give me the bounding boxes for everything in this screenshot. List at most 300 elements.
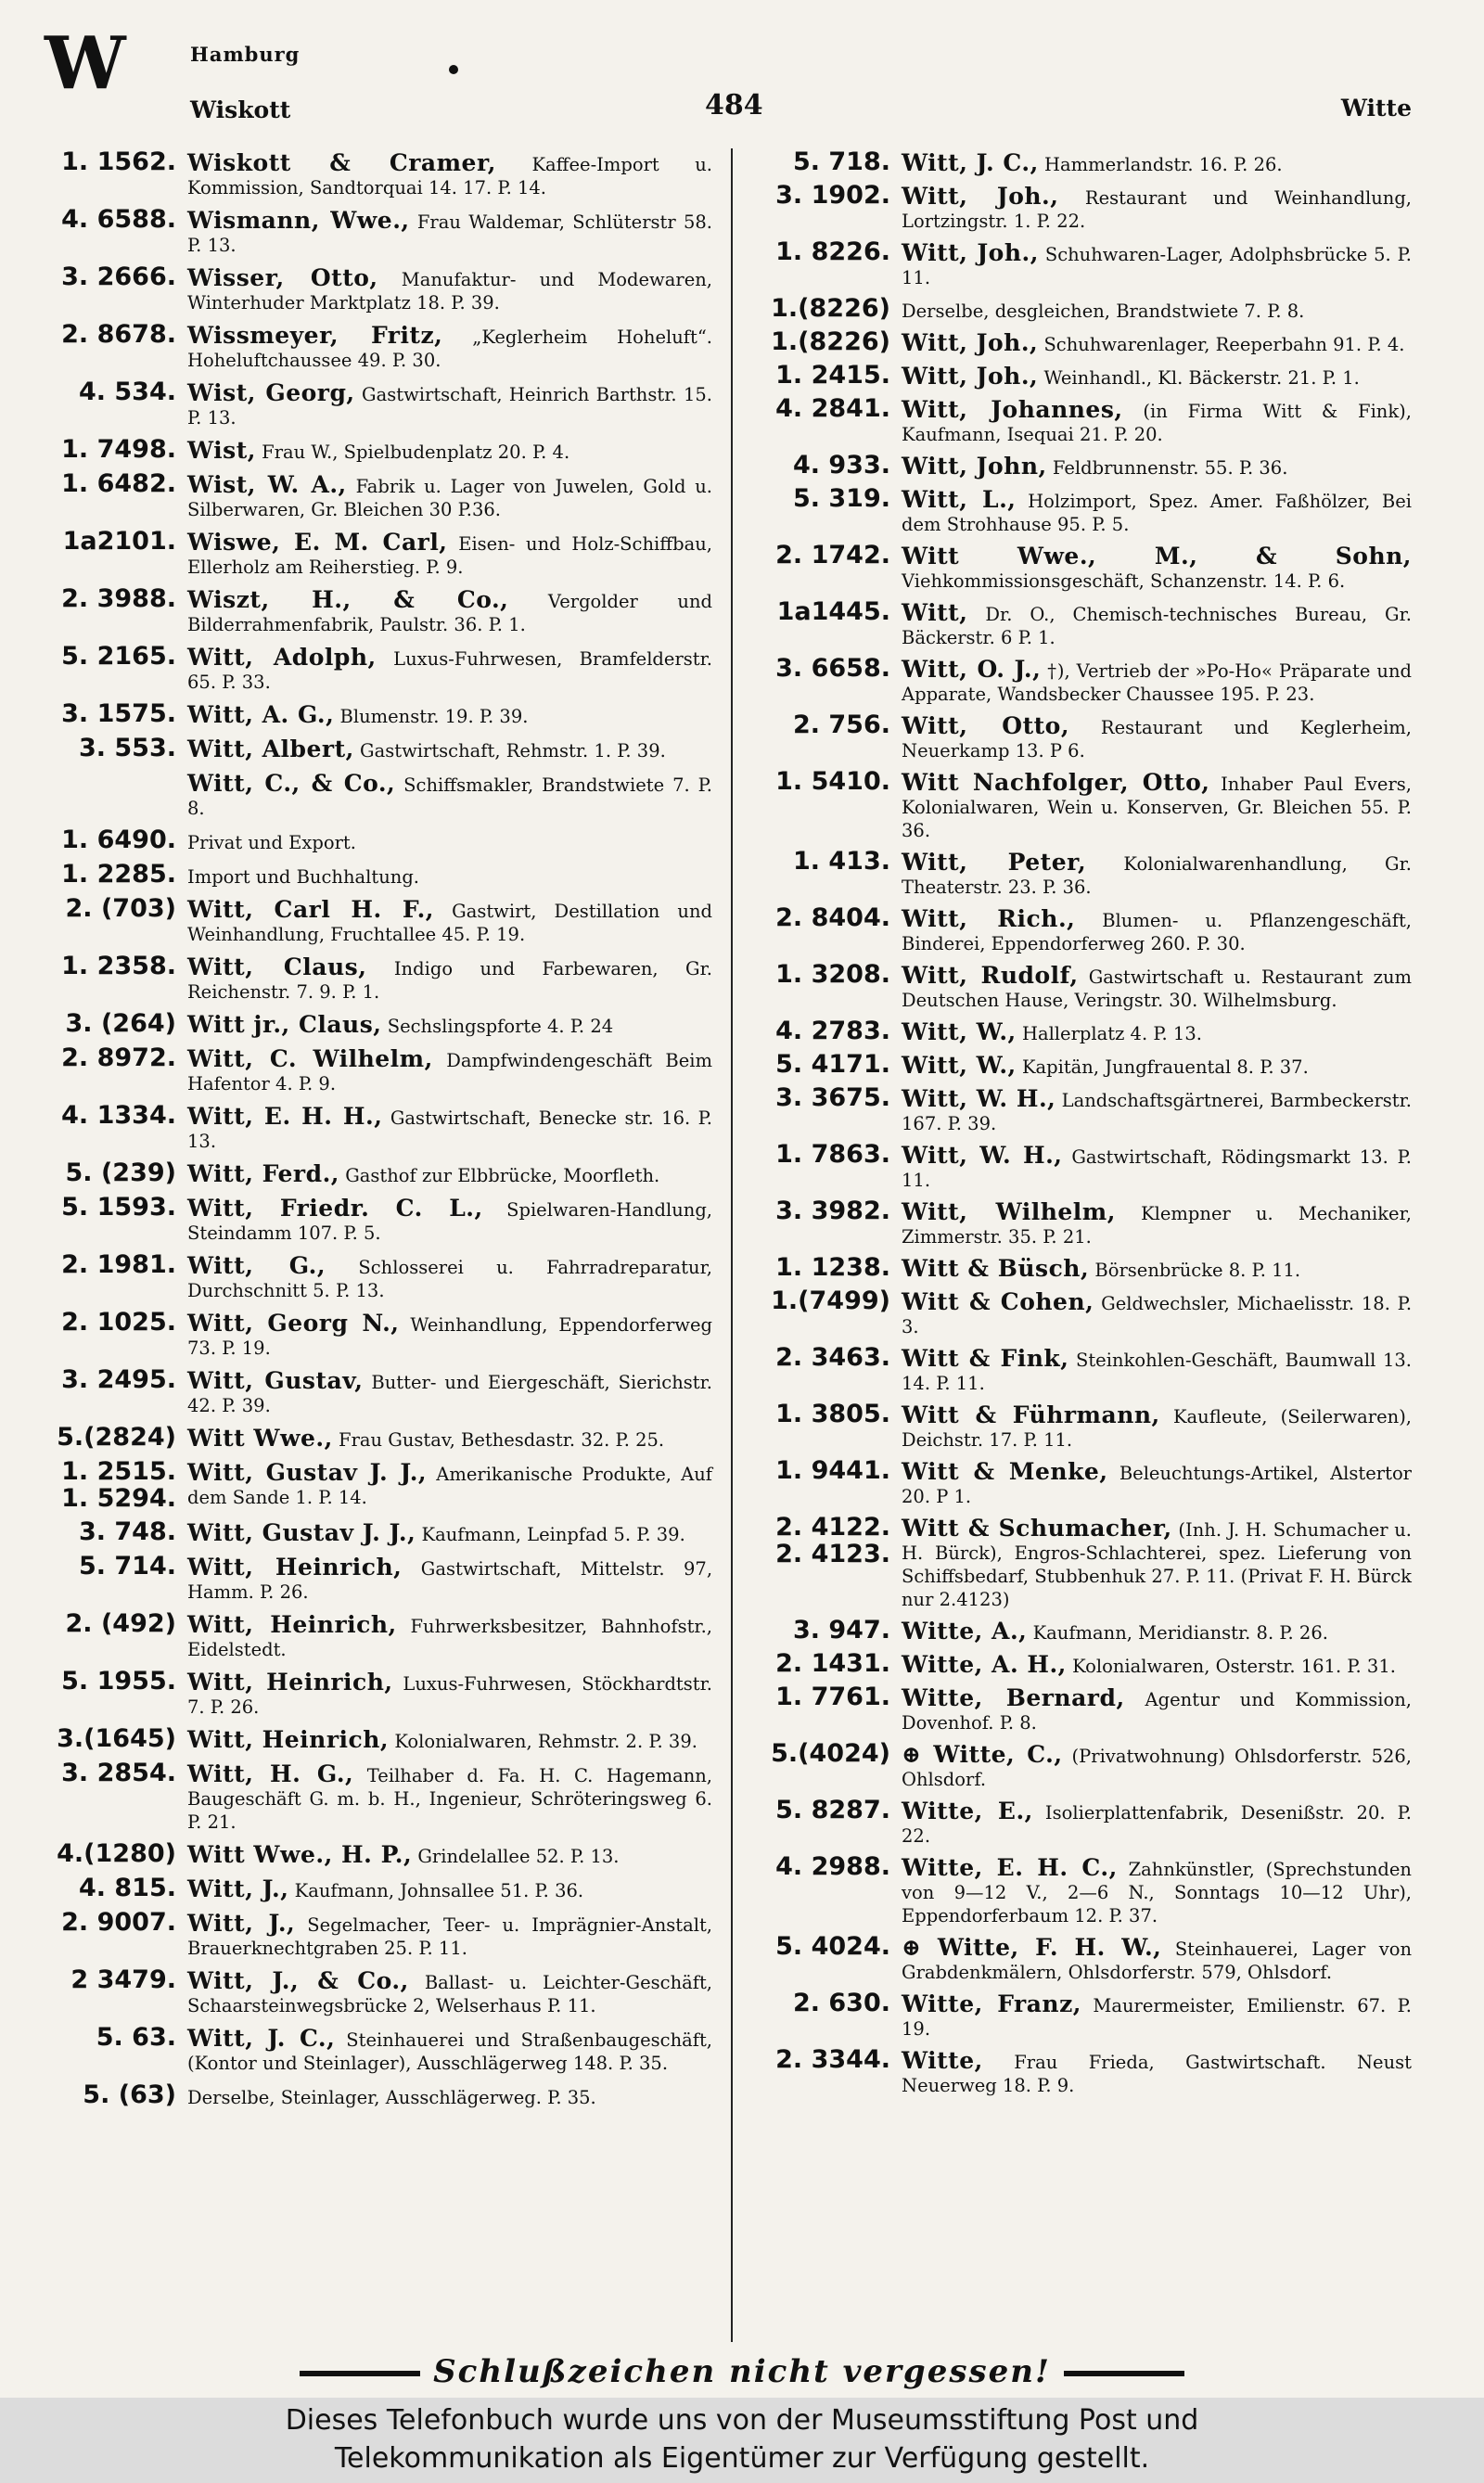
entry-text [902,452,1412,480]
phone-number: 5. 8287. [775,1796,890,1824]
entry-text [902,1457,1412,1508]
entry-details: Sechslingspforte 4. P. 24 [387,1016,614,1037]
ownership-footer [0,2398,1484,2483]
entry-text [187,1424,712,1452]
entry-text [902,1401,1412,1452]
entry-details: Spielwaren-Handlung, Steindamm 107. P. 5. [187,1199,712,1244]
directory-entry [751,1740,1412,1791]
entry-name: Witte, Bernard, [902,1684,1125,1711]
entry-text [902,148,1412,176]
entry-details: Gasthof zur Elbbrücke, Moorfleth. [345,1165,660,1186]
entry-name: Witt, Otto, [902,712,1070,739]
directory-entry [37,1309,712,1360]
directory-entry [751,148,1412,176]
entry-text [902,1797,1412,1848]
closing-note-text: Schlußzeichen nicht vergessen! [433,2353,1051,2390]
right-column [751,148,1412,2103]
directory-entry [751,1197,1412,1248]
directory-entry [751,1018,1412,1045]
entry-details: Derselbe, Steinlager, Ausschlägerweg. P. 35. [187,2087,596,2108]
entry-name: Witt & Fink, [902,1345,1069,1372]
directory-entry [751,328,1412,356]
phone-number: 4. 2841. [775,394,890,423]
entry-text [902,1051,1412,1079]
directory-entry [37,826,712,854]
entry-text [902,1287,1412,1338]
directory-entry [751,1933,1412,1984]
entry-details: Grindelallee 52. P. 13. [417,1846,620,1867]
phone-number: 1. 1562. [61,147,176,176]
directory-entry [37,1875,712,1902]
entry-details: Teilhaber d. Fa. H. C. Hagemann, Baugeschäft G. m. b. H., Ingenieur, Schröteringsweg 6. P. 21. [187,1765,713,1833]
directory-entry [37,895,712,946]
entry-details: Derselbe, desgleichen, Brandstwiete 7. P. 8. [902,301,1305,322]
last-entry-guide: Witte [1340,95,1412,122]
entry-name: Witt Wwe., M., & Sohn, [902,543,1412,570]
phone-number: 5. (239) [65,1158,176,1187]
entry-details: (Privatwohnung) Ohlsdorferstr. 526, Ohlsdorf. [902,1746,1412,1790]
entry-details: Kaufmann, Leinpfad 5. P. 39. [421,1524,685,1545]
entry-text [187,321,712,372]
entry-name: Witt, J., [187,1875,289,1902]
entry-text [187,861,712,889]
phone-number: 5. 718. [792,147,890,176]
entry-details: Holzimport, Spez. Amer. Faßhölzer, Bei dem Strohhause 95. P. 5. [902,491,1412,535]
directory-entry [751,182,1412,233]
phone-number: 1.(7499) [771,1286,890,1315]
entry-name: Witt & Schumacher, [902,1515,1172,1542]
footer-line-1: Dieses Telefonbuch wurde uns von der Museumsstiftung Post und [285,2404,1199,2437]
entry-text [902,1740,1412,1791]
entry-text [187,1366,712,1417]
directory-entry [37,148,712,199]
directory-entry [37,378,712,429]
entry-name: Witt, A. G., [187,701,335,728]
entry-details: Kolonialwarenhandlung, Gr. Theaterstr. 23. P. 36. [902,853,1413,898]
entry-details: Import und Buchhaltung. [187,866,419,888]
entry-name: Wist, [187,437,256,464]
entry-name: ⊕ Witte, C., [902,1741,1063,1768]
entry-text [902,1344,1412,1395]
entry-name: Wismann, Wwe., [187,207,410,234]
entry-name: Witt, Adolph, [187,644,377,671]
entry-name: Witt Wwe., [187,1425,333,1452]
directory-entry [751,1401,1412,1452]
phone-number: 3. 2854. [61,1759,176,1787]
directory-entry [37,1518,712,1546]
entry-name: Witt, [902,599,968,626]
directory-entry [751,1141,1412,1192]
directory-entry [37,1194,712,1245]
entry-name: Witt, Heinrich, [187,1611,397,1638]
entry-name: Witt, Albert, [187,736,354,762]
phone-number: 4. 2988. [775,1852,890,1881]
entry-details: Dampfwindengeschäft Beim Hafentor 4. P. 9. [187,1050,712,1094]
entry-name: Witt, Joh., [902,183,1059,210]
phone-number: 1. 6490. [61,826,176,854]
entry-name: Witt, J., & Co., [187,1967,409,1994]
phone-number: 5.(4024) [771,1739,890,1768]
phone-number: 2. 630. [792,1989,890,2017]
entry-details: Steinkohlen-Geschäft, Baumwall 13. 14. P. 11. [902,1350,1412,1394]
phone-number: 5.(2824) [57,1423,176,1452]
entry-text [187,1194,712,1245]
directory-entry [37,1966,712,2017]
directory-entry [37,953,712,1004]
directory-entry [751,1797,1412,1848]
directory-entry [751,1853,1412,1927]
entry-details: Schuhwaren-Lager, Adolphsbrücke 5. P. 11. [902,244,1413,288]
entry-name: Witt & Menke, [902,1458,1108,1485]
entry-details: Blumen- u. Pflanzengeschäft, Binderei, Eppendorferweg 260. P. 30. [902,910,1413,954]
entry-text [902,961,1412,1012]
entry-text [187,1760,712,1834]
entry-details: „Keglerheim Hoheluft“. Hoheluftchaussee 49. P. 30. [187,326,712,371]
directory-entry [37,1840,712,1868]
entry-name: Witt & Büsch, [902,1255,1090,1282]
entry-text [902,711,1412,762]
directory-entry [751,768,1412,842]
phone-number: 2. 1431. [775,1649,890,1678]
entry-name: Wist, Georg, [187,379,355,406]
phone-number: 3. 6658. [775,654,890,683]
entry-details: Fabrik u. Lager von Juwelen, Gold u. Silberwaren, Gr. Bleichen 30 P.36. [187,476,712,520]
entry-details: Kolonialwaren, Rehmstr. 2. P. 39. [394,1731,697,1752]
phone-number: 3. 2495. [61,1365,176,1394]
phone-number: 4. 815. [78,1874,176,1902]
entry-details: Agentur und Kommission, Dovenhof. P. 8. [902,1689,1412,1734]
entry-text [902,1254,1412,1282]
section-letter: W [45,21,124,106]
entry-text [187,953,712,1004]
entry-name: Witte, E. H. C., [902,1854,1118,1881]
entry-text [187,1010,712,1038]
directory-entry [751,542,1412,593]
entry-details: Kaffee-Import u. Kommission, Sandtorquai 14. 17. P. 14. [187,154,712,198]
entry-details: Privat und Export. [187,832,356,853]
rule-left [300,2371,420,2376]
phone-number: 2. 8404. [775,903,890,932]
entry-details: Indigo und Farbewaren, Gr. Reichenstr. 7. 9. P. 1. [187,958,713,1003]
entry-name: Witt, John, [902,453,1047,480]
phone-number: 5. 1593. [61,1193,176,1222]
entry-details: Luxus-Fuhrwesen, Stöckhardtstr. 7. P. 26. [187,1673,712,1718]
entry-text [187,1725,712,1753]
entry-text [187,735,712,762]
entry-details: Blumenstr. 19. P. 39. [339,706,529,727]
entry-details: Zahnkünstler, (Sprechstunden von 9—12 V., 2—6 N., Sonntags 10—12 Uhr), Eppendorferbaum 12. P. 37. [902,1859,1412,1926]
entry-details: †), Vertrieb der »Po-Ho« Präparate und Apparate, Wandsbecker Chaussee 195. P. 23. [902,660,1412,705]
rule-right [1064,2371,1184,2376]
phone-number: 1. 9441. [775,1456,890,1485]
entry-name: ⊕ Witte, F. H. W., [902,1934,1162,1961]
directory-entry [751,238,1412,289]
directory-entry [37,585,712,636]
entry-details: Restaurant und Weinhandlung, Lortzingstr. 1. P. 22. [902,187,1413,232]
entry-name: Witte, A., [902,1618,1028,1645]
entry-text [902,1141,1412,1192]
entry-text [187,643,712,694]
directory-entry [37,1909,712,1960]
entry-text [902,1197,1412,1248]
entry-details: Steinhauerei und Straßenbaugeschäft, (Kontor und Steinlager), Ausschlägerweg 148. P. 35. [187,2029,713,2074]
phone-number: 2. 1742. [775,541,890,570]
entry-details: Gastwirtschaft, Heinrich Barthstr. 15. P. 13. [187,384,712,429]
phone-number: 1. 2358. [61,952,176,980]
entry-text [187,528,712,579]
entry-name: Witt, Heinrich, [187,1669,393,1696]
entry-details: Kolonialwaren, Osterstr. 161. P. 31. [1072,1656,1396,1677]
entry-text [902,848,1412,899]
entry-details: Frau Frieda, Gastwirtschaft. Neust Neuerweg 18. P. 9. [902,2052,1412,2096]
entry-details: Viehkommissionsgeschäft, Schanzenstr. 14. P. 6. [902,570,1346,592]
entry-name: Witte, E., [902,1798,1033,1824]
entry-name: Witt, Gustav J. J., [187,1519,416,1546]
entry-details: (in Firma Witt & Fink), Kaufmann, Isequai 21. P. 20. [902,401,1412,445]
directory-entry [37,321,712,372]
directory-entry [751,598,1412,649]
entry-text [902,328,1412,356]
phone-number: 1. 6482. [61,469,176,498]
entry-text [902,1933,1412,1984]
entry-details: Schlosserei u. Fahrradreparatur, Durchschnitt 5. P. 13. [187,1257,712,1301]
entry-name: Witt, H. G., [187,1760,354,1787]
phone-number: 1a1445. [776,597,890,626]
entry-name: Witt, Johannes, [902,396,1123,423]
entry-name: Witt, Wilhelm, [902,1198,1116,1225]
directory-entry [751,1344,1412,1395]
entry-details: Gastwirtschaft, Rehmstr. 1. P. 39. [360,740,666,762]
entry-text [187,148,712,199]
entry-name: Wiswe, E. M. Carl, [187,529,448,556]
phone-number: 2. 1981. [61,1250,176,1279]
phone-number: 3. 3675. [775,1083,890,1112]
entry-name: Witt, Peter, [902,849,1087,876]
entry-text [187,1309,712,1360]
page-number: 484 [705,89,763,122]
phone-number: 3. 1575. [61,699,176,728]
entry-name: Witt Wwe., H. P., [187,1841,413,1868]
directory-entry [37,735,712,762]
directory-entry [37,1725,712,1753]
phone-number: 1. 413. [792,847,890,876]
entry-details: Frau Waldemar, Schlüterstr 58. P. 13. [187,211,712,256]
entry-details: Hallerplatz 4. P. 13. [1021,1023,1202,1044]
directory-entry [751,362,1412,390]
entry-text [902,362,1412,390]
directory-entry [751,1650,1412,1678]
entry-text [902,542,1412,593]
entry-text [187,1458,712,1509]
directory-entry [751,1514,1412,1611]
entry-name: Wiskott & Cramer, [187,149,496,176]
entry-details: Dr. O., Chemisch-technisches Bureau, Gr. Bäckerstr. 6 P. 1. [902,604,1412,648]
entry-name: Witt, Joh., [902,329,1039,356]
entry-name: Witt, Joh., [902,239,1039,266]
directory-entry [37,1251,712,1302]
phone-number: 4. 1334. [61,1101,176,1130]
phone-number: 4. 534. [78,378,176,406]
entry-details: Fuhrwerksbesitzer, Bahnhofstr., Eidelstedt. [187,1616,712,1660]
phone-number: 2. 4122. 2. 4123. [775,1513,890,1568]
entry-name: Witt Nachfolger, Otto, [902,769,1210,796]
entry-text [187,470,712,521]
directory-entry [751,711,1412,762]
entry-text [187,2024,712,2075]
directory-entry [751,1990,1412,2041]
entry-details: Kaufleute, (Seilerwaren), Deichstr. 17. P. 11. [902,1406,1413,1451]
directory-entry [37,263,712,314]
phone-number: 3. 2666. [61,262,176,291]
phone-number: 2. 8972. [61,1043,176,1072]
phone-number: 2. 756. [792,710,890,739]
entry-details: (Inh. J. H. Schumacher u. H. Bürck), Engros-Schlachterei, spez. Lieferung von Schiffsbedarf, Stubbenhuk 27. P. 11. (Privat F. H. Bürck nur 2.4123) [902,1519,1412,1610]
directory-entry [751,1287,1412,1338]
phone-number: 1. 7761. [775,1683,890,1711]
entry-name: Witt, Friedr. C. L., [187,1195,483,1222]
directory-entry [37,1366,712,1417]
directory-entry [37,1102,712,1153]
directory-entry [751,295,1412,323]
entry-name: Wiszt, H., & Co., [187,586,509,613]
entry-text [902,182,1412,233]
entry-text [902,395,1412,446]
phone-number: 2. (703) [65,894,176,923]
phone-number: 1. 8226. [775,237,890,266]
entry-text [187,585,712,636]
directory-entry [37,1760,712,1834]
phone-number: 1. 2285. [61,860,176,889]
entry-text [902,1617,1412,1645]
entry-details: Amerikanische Produkte, Auf dem Sande 1. P. 14. [187,1464,712,1508]
phone-number: 5. 1955. [61,1667,176,1696]
entry-name: Witt jr., Claus, [187,1011,382,1038]
phone-number: 1.(8226) [771,294,890,323]
entry-details: Gastwirt, Destillation und Weinhandlung, Fruchtallee 45. P. 19. [187,901,712,945]
entry-details: Schiffsmakler, Brandstwiete 7. P. 8. [187,774,712,819]
directory-entry [37,1668,712,1719]
entry-text [187,1553,712,1604]
column-divider [731,148,733,2342]
phone-number: 3. 1902. [775,181,890,210]
entry-text [187,1610,712,1661]
entry-text [187,436,712,464]
directory-entry [751,655,1412,706]
entry-text [187,895,712,946]
entry-text [187,1102,712,1153]
entry-name: Witt, Gustav, [187,1367,364,1394]
entry-name: Witte, [902,2047,983,2074]
phone-number: 1. 5410. [775,767,890,796]
phone-number: 2. 3463. [775,1343,890,1372]
phone-number: 2 3479. [70,1965,176,1994]
entry-details: Gastwirtschaft, Benecke str. 16. P. 13. [187,1107,712,1152]
footer-line-2: Telekommunikation als Eigentümer zur Verfügung gestellt. [334,2442,1150,2475]
directory-entry [751,2046,1412,2097]
entry-details: Gastwirtschaft u. Restaurant zum Deutschen Hause, Veringstr. 30. Wilhelmsburg. [902,966,1413,1011]
entry-text [187,700,712,728]
entry-text [902,1650,1412,1678]
entry-details: Weinhandl., Kl. Bäckerstr. 21. P. 1. [1043,367,1360,389]
phone-number: 1.(8226) [771,327,890,356]
directory-entry [37,769,712,820]
phone-number: 4. 933. [792,451,890,480]
entry-text [902,1683,1412,1734]
phone-number: 1. 7498. [61,435,176,464]
entry-details: Steinhauerei, Lager von Grabdenkmälern, Ohlsdorferstr. 579, Ohlsdorf. [902,1939,1413,1983]
entry-details: Vergolder und Bilderrahmenfabrik, Paulstr. 36. P. 1. [187,591,713,635]
entry-name: Witt, E. H. H., [187,1103,383,1130]
entry-name: Witt, Heinrich, [187,1554,403,1581]
directory-entry [37,1044,712,1095]
phone-number: 3. 748. [78,1517,176,1546]
directory-entry [37,1553,712,1604]
phone-number: 2. 1025. [61,1308,176,1337]
entry-name: Witt, C., & Co., [187,770,396,797]
entry-text [902,1853,1412,1927]
phone-number: 3.(1645) [57,1724,176,1753]
phone-number: 5. (63) [83,2080,176,2109]
entry-text [187,263,712,314]
phone-number: 1. 7863. [775,1140,890,1169]
entry-name: Witt, Gustav J. J., [187,1459,428,1486]
directory-entry [37,2081,712,2109]
entry-details: Maurermeister, Emilienstr. 67. P. 19. [902,1995,1413,2040]
entry-name: Witt, W., [902,1018,1017,1045]
directory-entry [37,1610,712,1661]
phone-number: 4. 2783. [775,1017,890,1045]
directory-entry [751,848,1412,899]
entry-details: Landschaftsgärtnerei, Barmbeckerstr. 167. P. 39. [902,1090,1412,1134]
phone-number: 3. 947. [792,1616,890,1645]
entry-name: Witt, L., [902,486,1017,513]
directory-entry [37,206,712,257]
entry-name: Witte, A. H., [902,1651,1067,1678]
directory-entry [37,643,712,694]
directory-entry [751,395,1412,446]
phone-number: 2. 3988. [61,584,176,613]
entry-name: Witt, Georg N., [187,1310,400,1337]
entry-name: Witt, Rudolf, [902,962,1079,989]
entry-details: Luxus-Fuhrwesen, Bramfelderstr. 65. P. 33. [187,648,712,693]
directory-entry [37,436,712,464]
directory-entry [37,2024,712,2075]
entry-text [902,768,1412,842]
entry-details: Hammerlandstr. 16. P. 26. [1044,154,1283,175]
entry-name: Witt, Ferd., [187,1160,339,1187]
entry-name: Witt, C. Wilhelm, [187,1045,433,1072]
entry-text [187,2081,712,2109]
entry-text [902,1084,1412,1135]
entry-text [187,1159,712,1187]
directory-entry [751,452,1412,480]
entry-details: Schuhwarenlager, Reeperbahn 91. P. 4. [1043,334,1405,355]
phone-number: 4. 6588. [61,205,176,234]
entry-text [902,904,1412,955]
left-column [37,148,712,2116]
entry-details: Börsenbrücke 8. P. 11. [1094,1260,1301,1281]
entry-details: Geldwechsler, Michaelisstr. 18. P. 3. [902,1293,1413,1337]
entry-name: Witt, G., [187,1252,326,1279]
directory-entry [37,1159,712,1187]
entry-name: Witt, Joh., [902,363,1039,390]
directory-entry [37,1010,712,1038]
entry-text [902,655,1412,706]
phone-number: 5. 4171. [775,1050,890,1079]
entry-details: Feldbrunnenstr. 55. P. 36. [1052,457,1288,479]
entry-details: Segelmacher, Teer- u. Imprägnier-Anstalt, Brauerknechtgraben 25. P. 11. [187,1914,713,1959]
phone-number: 1a2101. [62,527,176,556]
